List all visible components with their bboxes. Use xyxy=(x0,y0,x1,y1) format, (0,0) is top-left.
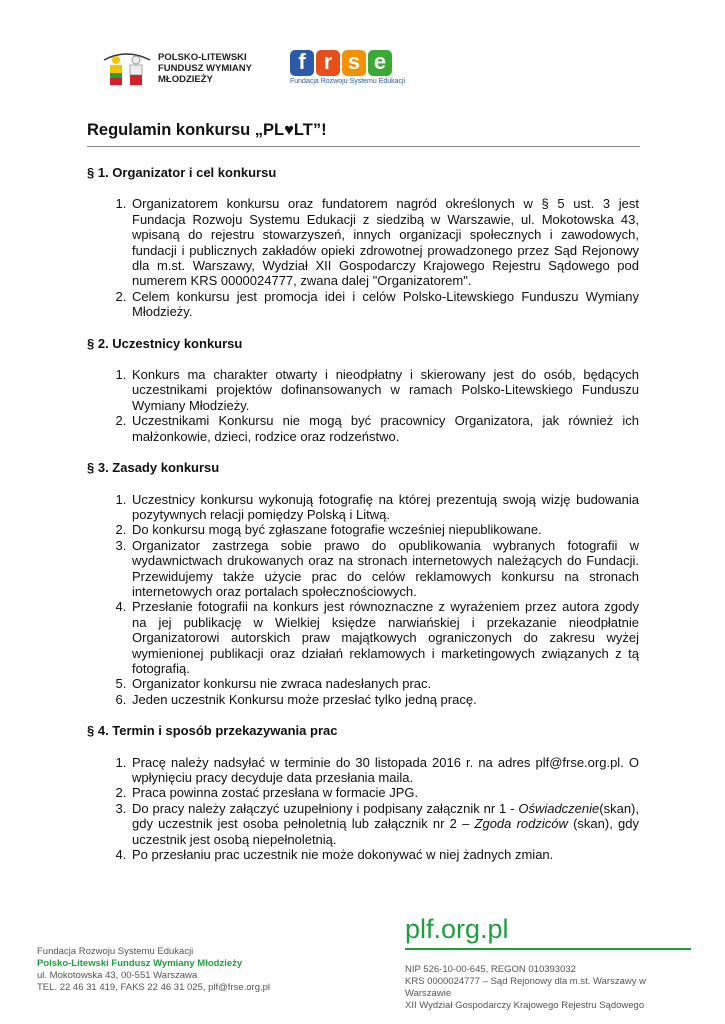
website-link[interactable]: plf.org.pl xyxy=(405,914,509,944)
frse-logo xyxy=(290,50,405,85)
list-item: 1. Organizatorem konkursu oraz fundatorem nagród określonych w § 5 ust. 3 jest Fundacja Rozwoju Systemu Edukacji z siedzibą w Warszawie, ul. Mokotowska 43, wpisaną do rejestru stowarzyszeń, innych organizacji społecznych i zawodowych, fundacji i publicznych zakładów opieki zdrowotnej prowadzonego przez Sąd Rejonowy dla m.st. Warszawy, Wydział XII Gospodarczy Krajowego Rejestru Sądowego pod numerem KRS 0000024777, zwana dalej "Organizatorem". xyxy=(130,196,639,288)
list-item: 2. Praca powinna zostać przesłana w formacie JPG. xyxy=(130,785,639,800)
frse-letter: e xyxy=(368,50,392,76)
frse-subtitle: Fundacja Rozwoju Systemu Edukacji xyxy=(290,78,406,85)
section-heading: § 4. Termin i sposób przekazywania prac xyxy=(87,723,338,739)
list-item: 2. Do konkursu mogą być zgłaszane fotografie wcześniej niepublikowane. xyxy=(130,522,639,537)
list-item: 4. Przesłanie fotografii na konkurs jest równoznaczne z wyrażeniem przez autora zgody na jej publikację w Wielkiej księdze narwiańskiej i przekazanie nieodpłatnie Organizatorowi autorskich praw majątkowych ograniczonych do zakresu wyżej wymienionej publikacji oraz działań reklamowych i marketingowych związanych z tą fotografią. xyxy=(130,599,639,676)
list-item: 4. Po przesłaniu prac uczestnik nie może dokonywać w niej żadnych zmian. xyxy=(130,847,639,862)
regulations-body xyxy=(87,165,639,878)
text-run-italic: Oświadczenie xyxy=(518,800,600,816)
list-item: 1. Uczestnicy konkursu wykonują fotografię na której prezentują swoją wizję budowania pozytywnych relacji pomiędzy Polską i Litwą. xyxy=(130,492,639,523)
list-item: 6. Jeden uczestnik Konkursu może przesłać tylko jedną pracę. xyxy=(130,692,639,707)
list-item: 2. Celem konkursu jest promocja idei i celów Polsko-Litewskiego Funduszu Wymiany Młodzieży. xyxy=(130,289,639,320)
frse-letter: r xyxy=(316,50,340,76)
list-item: 3. Organizator zastrzega sobie prawo do opublikowania wybranych fotografii w wydawnictwach drukowanych oraz na stronach internetowych należących do Fundacji. Przewidujemy także użycie prac do celów reklamowych konkursu na stronach internetowych oraz portalach społecznościowych. xyxy=(130,538,639,600)
footer-registry xyxy=(405,912,691,1012)
footer-address xyxy=(37,946,270,994)
footer-line: NIP 526-10-00-645, REGON 010393032 xyxy=(405,964,576,975)
footer-line: TEL. 22 46 31 419, FAKS 22 46 31 025, plf@frse.org.pl xyxy=(37,982,271,993)
section-1 xyxy=(87,165,639,320)
list-item: 2. Uczestnikami Konkursu nie mogą być pracownicy Organizatora, jak również ich małżonkowie, dzieci, rodzice oraz rodzeństwo. xyxy=(130,413,639,444)
footer-line: XII Wydział Gospodarczy Krajowego Rejestru Sądowego xyxy=(405,1000,645,1011)
text-run: (skan), gdy uczestnik jest osobą niepełnoletnią. xyxy=(132,816,639,847)
footer-line: KRS 0000024777 – Sąd Rejonowy dla m.st. Warszawy w Warszawie xyxy=(405,976,646,999)
section-3 xyxy=(87,460,639,707)
section-heading: § 3. Zasady konkursu xyxy=(87,460,220,476)
list-item: 1. Konkurs ma charakter otwarty i nieodpłatny i skierowany jest do osób, będących uczestnikami projektów dofinansowanych w ramach Polsko-Litewskiego Funduszu Wymiany Młodzieży. xyxy=(130,367,639,413)
page-title: Regulamin konkursu „PL♥LT”! xyxy=(87,121,640,147)
section-heading: § 2. Uczestnicy konkursu xyxy=(87,335,243,351)
plf-logo: POLSKO-LITEWSKI FUNDUSZ WYMIANY MŁODZIEŻY xyxy=(100,50,258,86)
list-item: 5. Organizator konkursu nie zwraca nadesłanych prac. xyxy=(130,676,639,691)
footer-line: Fundacja Rozwoju Systemu Edukacji xyxy=(37,946,194,957)
section-heading: § 1. Organizator i cel konkursu xyxy=(87,165,277,180)
plf-figures-icon xyxy=(100,50,152,86)
footer-line: Polsko-Litewski Fundusz Wymiany Młodzieży xyxy=(37,958,243,969)
divider xyxy=(405,948,691,950)
list-item xyxy=(130,801,639,847)
section-2 xyxy=(87,336,639,444)
frse-letter: f xyxy=(290,50,314,76)
text-run: Do pracy należy załączyć uzupełniony i podpisany załącznik nr 1 - xyxy=(132,800,519,816)
list-item: 1. Pracę należy nadsyłać w terminie do 30 listopada 2016 r. na adres plf@frse.org.pl. O wpłynięciu pracy decyduje data przesłania maila. xyxy=(130,755,639,786)
section-4 xyxy=(87,723,639,862)
text-run-italic: Zgoda rodziców xyxy=(474,816,568,832)
text-run: (skan), gdy uczestnik jest osoba pełnoletnią lub załącznik nr 2 – xyxy=(132,800,639,832)
frse-letter: s xyxy=(342,50,366,76)
footer-line: ul. Mokotowska 43, 00-551 Warszawa xyxy=(37,970,198,981)
